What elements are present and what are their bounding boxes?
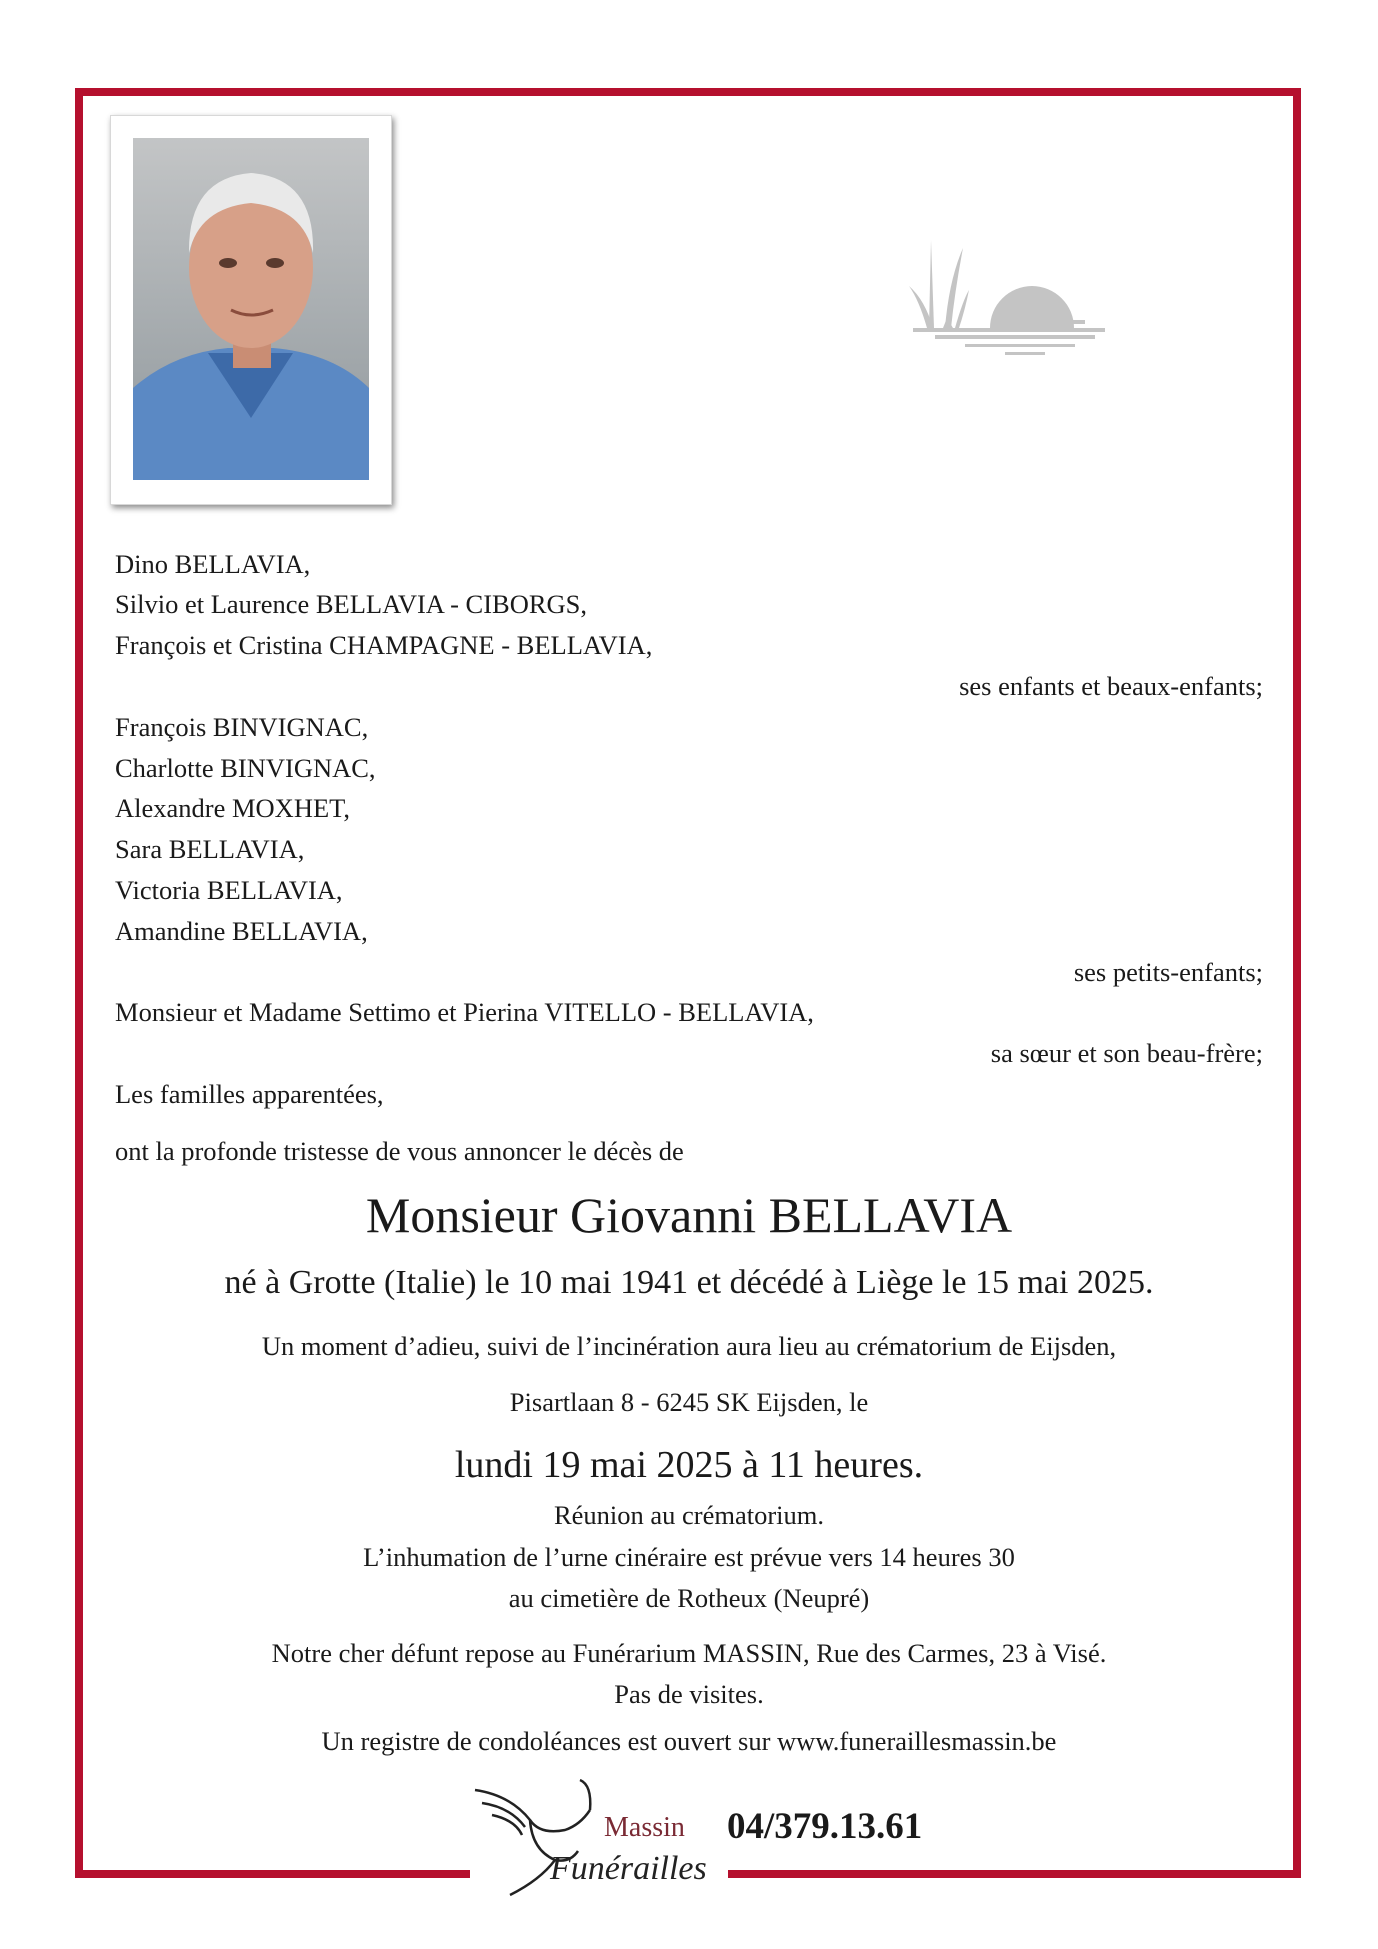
visits-line: Pas de visites. — [614, 1679, 764, 1709]
meeting-line: Réunion au crématorium. — [553, 1500, 825, 1530]
burial-line-1: L’inhumation de l’urne cinéraire est prévue vers 14 heures 30 — [363, 1542, 1015, 1572]
children-role: ses enfants et beaux-enfants; — [959, 671, 1263, 701]
grandchild-name: Sara BELLAVIA, — [115, 834, 305, 864]
grandchild-name: Amandine BELLAVIA, — [115, 916, 368, 946]
burial-line-2: au cimetière de Rotheux (Neupré) — [508, 1583, 870, 1613]
repose-line: Notre cher défunt repose au Funérarium MASSIN, Rue des Carmes, 23 à Visé. — [271, 1638, 1107, 1668]
child-name: François et Cristina CHAMPAGNE - BELLAVIA, — [115, 630, 653, 660]
ceremony-line-2: Pisartlaan 8 - 6245 SK Eijsden, le — [509, 1387, 869, 1417]
sunset-reeds-icon — [905, 220, 1115, 380]
child-name: Silvio et Laurence BELLAVIA - CIBORGS, — [115, 589, 588, 619]
grandchild-name: Victoria BELLAVIA, — [115, 875, 343, 905]
sister-role: sa sœur et son beau-frère; — [990, 1038, 1263, 1068]
register-line: Un registre de condoléances est ouvert sur www.funeraillesmassin.be — [321, 1726, 1057, 1756]
grandchild-name: Charlotte BINVIGNAC, — [115, 753, 376, 783]
deceased-name: Monsieur Giovanni BELLAVIA — [365, 1187, 1013, 1243]
sister-names: Monsieur et Madame Settimo et Pierina VITELLO - BELLAVIA, — [115, 997, 814, 1027]
phone-number: 04/379.13.61 — [727, 1806, 923, 1847]
portrait-image — [133, 138, 369, 480]
grandchildren-role: ses petits-enfants; — [1073, 957, 1263, 987]
logo-massin: Massin — [604, 1812, 685, 1843]
announcement: ont la profonde tristesse de vous annoncer le décès de — [115, 1136, 684, 1166]
families-line: Les familles apparentées, — [115, 1079, 384, 1109]
grandchild-name: Alexandre MOXHET, — [115, 793, 350, 823]
logo-funerailles: Funérailles — [550, 1850, 707, 1887]
ceremony-date: lundi 19 mai 2025 à 11 heures. — [454, 1444, 924, 1486]
grandchild-name: François BINVIGNAC, — [115, 712, 369, 742]
portrait-photo — [110, 115, 392, 505]
birth-death-line: né à Grotte (Italie) le 10 mai 1941 et décédé à Liège le 15 mai 2025. — [224, 1264, 1154, 1301]
ceremony-line-1: Un moment d’adieu, suivi de l’incinération aura lieu au crématorium de Eijsden, — [261, 1331, 1117, 1361]
child-name: Dino BELLAVIA, — [115, 549, 311, 579]
